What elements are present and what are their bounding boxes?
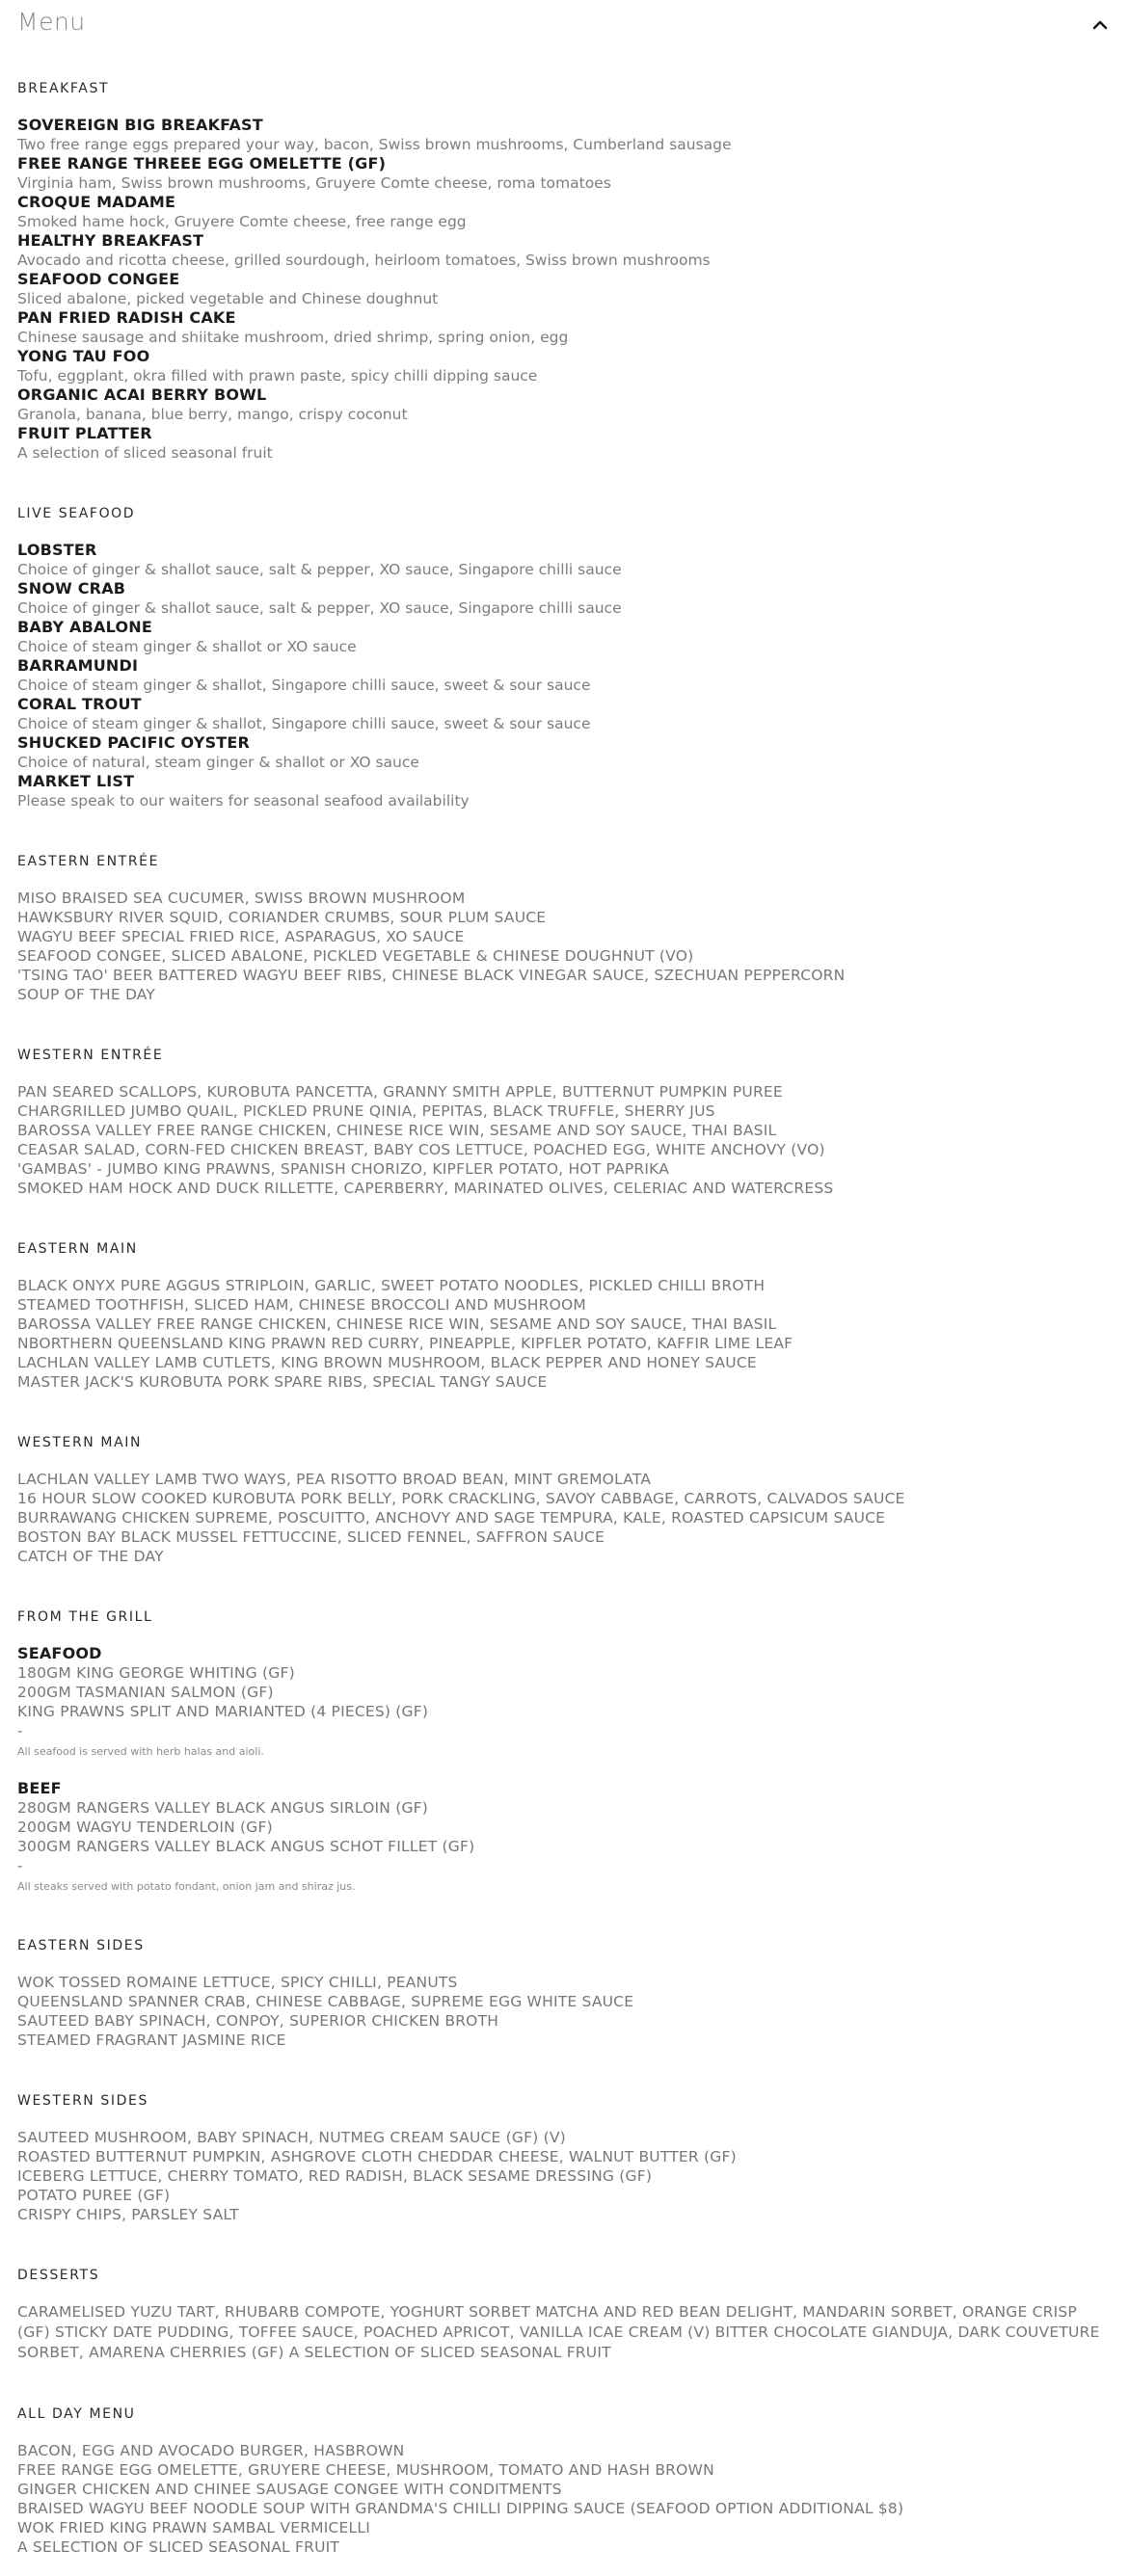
menu-section-from-the-grill [17, 1585, 1077, 1914]
section-spacer [17, 2224, 1077, 2244]
section-body [17, 1644, 1077, 1895]
item-description: Sliced abalone, picked vegetable and Chinese doughnut [17, 290, 439, 307]
section-title: DESSERTS [17, 2268, 100, 2283]
section-body [17, 541, 1077, 810]
section-body [17, 2128, 1077, 2224]
section-title: WESTERN SIDES [17, 2093, 148, 2109]
menu-section-western-entree [17, 1023, 1077, 1217]
item-name: ORGANIC ACAI BERRY BOWL [17, 385, 267, 404]
section-title: LIVE SEAFOOD [17, 506, 136, 521]
menu-line-item: MASTER JACK'S KUROBUTA PORK SPARE RIBS, SPECIAL TANGY SAUCE [17, 1373, 548, 1391]
menu-item [17, 385, 1077, 424]
menu-line-item: 300GM RANGERS VALLEY BLACK ANGUS SCHOT FILLET (GF) [17, 1838, 475, 1855]
item-name: SHUCKED PACIFIC OYSTER [17, 733, 251, 752]
section-spacer [17, 2363, 1077, 2382]
menu-section-eastern-sides [17, 1914, 1077, 2069]
menu-line-item: 16 HOUR SLOW COOKED KUROBUTA PORK BELLY, PORK CRACKLING, SAVOY CABBAGE, CARROTS, CALVADOS SAUCE [17, 1490, 905, 1507]
section-spacer [17, 1198, 1077, 1217]
item-description: Granola, banana, blue berry, mango, crispy coconut [17, 406, 408, 423]
menu-header [0, 0, 1129, 46]
menu-line-item: 'TSING TAO' BEER BATTERED WAGYU BEEF RIBS, CHINESE BLACK VINEGAR SAUCE, SZECHUAN PEPPERCORN [17, 967, 846, 984]
menu-line-item: 200GM WAGYU TENDERLOIN (GF) [17, 1819, 273, 1836]
section-spacer [17, 2557, 1077, 2576]
item-name: MARKET LIST [17, 772, 135, 790]
menu-line-item: BRAISED WAGYU BEEF NOODLE SOUP WITH GRANDMA'S CHILLI DIPPING SAUCE (SEAFOOD OPTION ADDITIONAL $8) [17, 2500, 904, 2517]
menu-line-item: CRISPY CHIPS, PARSLEY SALT [17, 2206, 239, 2223]
section-title: EASTERN SIDES [17, 1938, 145, 1953]
menu-item [17, 733, 1077, 772]
menu-line-item: 200GM TASMANIAN SALMON (GF) [17, 1684, 274, 1701]
menu-line-item: SAUTEED BABY SPINACH, CONPOY, SUPERIOR CHICKEN BROTH [17, 2012, 499, 2030]
item-name: CORAL TROUT [17, 695, 142, 713]
item-description: Tofu, eggplant, okra filled with prawn paste, spicy chilli dipping sauce [17, 367, 538, 385]
menu-section-live-seafood [17, 482, 1077, 830]
menu-section-desserts [17, 2244, 1100, 2382]
dash-separator: - [17, 1857, 23, 1874]
section-body [17, 1082, 1077, 1198]
menu-item [17, 695, 1077, 733]
item-description: Please speak to our waiters for seasonal seafood availability [17, 792, 470, 810]
menu-line-item: CEASAR SALAD, CORN-FED CHICKEN BREAST, BABY COS LETTUCE, POACHED EGG, WHITE ANCHOVY (VO) [17, 1141, 825, 1158]
menu-line-item: ROASTED BUTTERNUT PUMPKIN, ASHGROVE CLOTH CHEDDAR CHEESE, WALNUT BUTTER (GF) [17, 2148, 737, 2165]
section-body [17, 2441, 1077, 2557]
item-name: PAN FRIED RADISH CAKE [17, 308, 236, 327]
menu-item [17, 579, 1077, 618]
menu-line-item: SEAFOOD CONGEE, SLICED ABALONE, PICKLED VEGETABLE & CHINESE DOUGHNUT (VO) [17, 947, 694, 965]
item-name: SNOW CRAB [17, 579, 126, 598]
dash-separator: - [17, 1722, 23, 1739]
section-title: BREAKFAST [17, 81, 110, 96]
group-name: BEEF [17, 1779, 62, 1797]
menu-line-item: FREE RANGE EGG OMELETTE, GRUYERE CHEESE, MUSHROOM, TOMATO AND HASH BROWN [17, 2461, 714, 2479]
menu-line-item: NBORTHERN QUEENSLAND KING PRAWN RED CURRY, PINEAPPLE, KIPFLER POTATO, KAFFIR LIME LEAF [17, 1335, 793, 1352]
item-name: BABY ABALONE [17, 618, 152, 636]
menu-line-item: 'GAMBAS' - JUMBO KING PRAWNS, SPANISH CHORIZO, KIPFLER POTATO, HOT PAPRIKA [17, 1160, 670, 1178]
section-title: EASTERN MAIN [17, 1241, 138, 1257]
menu-line-item: SMOKED HAM HOCK AND DUCK RILLETTE, CAPERBERRY, MARINATED OLIVES, CELERIAC AND WATERCRESS [17, 1180, 834, 1197]
menu-item [17, 116, 1077, 154]
menu-line-item: 180GM KING GEORGE WHITING (GF) [17, 1664, 295, 1682]
menu-line-item: HAWKSBURY RIVER SQUID, CORIANDER CRUMBS, SOUR PLUM SAUCE [17, 909, 547, 926]
menu-section-western-sides [17, 2069, 1077, 2244]
section-spacer [17, 810, 1077, 830]
section-spacer [17, 463, 1077, 482]
menu-line-item: QUEENSLAND SPANNER CRAB, CHINESE CABBAGE, SUPREME EGG WHITE SAUCE [17, 1993, 634, 2010]
menu-line-item: MISO BRAISED SEA CUCUMER, SWISS BROWN MUSHROOM [17, 890, 466, 907]
menu-line-item: CHARGRILLED JUMBO QUAIL, PICKLED PRUNE QINIA, PEPITAS, BLACK TRUFFLE, SHERRY JUS [17, 1102, 715, 1120]
menu-line-item: BACON, EGG AND AVOCADO BURGER, HASBROWN [17, 2442, 405, 2459]
menu-paragraph: CARAMELISED YUZU TART, RHUBARB COMPOTE, YOGHURT SORBET MATCHA AND RED BEAN DELIGHT, MANDARIN SORBET, ORANGE CRISP (GF) STICKY DATE PUDDING, TOFFEE SAUCE, POACHED APRICOT, VANILLA ICAE CREAM (V) BITTER CHOCOLATE GIANDUJA, DARK COUVETURE SORBET, AMARENA CHERRIES (GF) A SELECTION OF SLICED SEASONAL FRUIT [17, 2303, 1100, 2361]
menu-item [17, 618, 1077, 656]
item-description: Two free range eggs prepared your way, bacon, Swiss brown mushrooms, Cumberland sausage [17, 136, 732, 153]
section-spacer [17, 1895, 1077, 1914]
section-body [17, 2302, 1100, 2363]
item-description: Choice of natural, steam ginger & shallot or XO sauce [17, 754, 419, 771]
menu-line-item: SOUP OF THE DAY [17, 986, 156, 1003]
section-spacer [17, 1566, 1077, 1585]
item-name: FRUIT PLATTER [17, 424, 152, 442]
section-title: FROM THE GRILL [17, 1609, 153, 1625]
menu-line-item: BURRAWANG CHICKEN SUPREME, POSCUITTO, ANCHOVY AND SAGE TEMPURA, KALE, ROASTED CAPSICUM SAUCE [17, 1509, 886, 1527]
item-description: Chinese sausage and shiitake mushroom, dried shrimp, spring onion, egg [17, 329, 569, 346]
item-description: Avocado and ricotta cheese, grilled sourdough, heirloom tomatoes, Swiss brown mushrooms [17, 252, 711, 269]
grill-group-beef [17, 1779, 1077, 1895]
item-name: FREE RANGE THREEE EGG OMELETTE (GF) [17, 154, 387, 173]
chevron-up-icon [1089, 13, 1112, 37]
item-name: HEALTHY BREAKFAST [17, 231, 204, 250]
menu-item [17, 347, 1077, 385]
group-name: SEAFOOD [17, 1644, 102, 1662]
item-description: Choice of ginger & shallot sauce, salt & pepper, XO sauce, Singapore chilli sauce [17, 599, 622, 617]
menu-section-breakfast [17, 46, 1077, 482]
menu-section-eastern-main [17, 1217, 1077, 1411]
item-name: YONG TAU FOO [17, 347, 150, 365]
menu-section-all-day-menu [17, 2382, 1077, 2576]
section-spacer [17, 1392, 1077, 1411]
menu-line-item: 280GM RANGERS VALLEY BLACK ANGUS SIRLOIN (GF) [17, 1799, 429, 1817]
group-note: All seafood is served with herb halas and aioli. [17, 1745, 264, 1758]
page-title: Menu [17, 8, 86, 36]
section-title: WESTERN ENTRÉE [17, 1048, 164, 1063]
menu-content [0, 46, 1100, 2576]
section-body [17, 116, 1077, 463]
section-spacer [17, 2050, 1077, 2069]
menu-item [17, 424, 1077, 463]
menu-item [17, 193, 1077, 231]
section-title: EASTERN ENTRÉE [17, 854, 160, 869]
menu-line-item: CATCH OF THE DAY [17, 1548, 164, 1565]
menu-item [17, 541, 1077, 579]
menu-line-item: WOK FRIED KING PRAWN SAMBAL VERMICELLI [17, 2519, 370, 2536]
menu-item [17, 231, 1077, 270]
section-body [17, 1470, 1077, 1566]
collapse-menu-button[interactable] [1089, 13, 1112, 37]
menu-line-item: BAROSSA VALLEY FREE RANGE CHICKEN, CHINESE RICE WIN, SESAME AND SOY SAUCE, THAI BASIL [17, 1315, 777, 1333]
item-name: CROQUE MADAME [17, 193, 176, 211]
grill-group-seafood [17, 1644, 1077, 1760]
menu-line-item: WAGYU BEEF SPECIAL FRIED RICE, ASPARAGUS, XO SAUCE [17, 928, 465, 945]
menu-line-item: BOSTON BAY BLACK MUSSEL FETTUCCINE, SLICED FENNEL, SAFFRON SAUCE [17, 1528, 605, 1546]
menu-line-item: BLACK ONYX PURE AGGUS STRIPLOIN, GARLIC, SWEET POTATO NOODLES, PICKLED CHILLI BROTH [17, 1277, 766, 1294]
item-name: SEAFOOD CONGEE [17, 270, 180, 288]
menu-line-item: SAUTEED MUSHROOM, BABY SPINACH, NUTMEG CREAM SAUCE (GF) (V) [17, 2129, 566, 2146]
menu-line-item: LACHLAN VALLEY LAMB CUTLETS, KING BROWN MUSHROOM, BLACK PEPPER AND HONEY SAUCE [17, 1354, 757, 1371]
menu-item [17, 656, 1077, 695]
menu-line-item: STEAMED FRAGRANT JASMINE RICE [17, 2032, 286, 2049]
item-description: A selection of sliced seasonal fruit [17, 444, 273, 462]
item-description: Choice of steam ginger & shallot, Singapore chilli sauce, sweet & sour sauce [17, 677, 591, 694]
menu-line-item: ICEBERG LETTUCE, CHERRY TOMATO, RED RADISH, BLACK SESAME DRESSING (GF) [17, 2167, 653, 2185]
menu-line-item: BAROSSA VALLEY FREE RANGE CHICKEN, CHINESE RICE WIN, SESAME AND SOY SAUCE, THAI BASIL [17, 1122, 777, 1139]
menu-item [17, 308, 1077, 347]
menu-line-item: A SELECTION OF SLICED SEASONAL FRUIT [17, 2538, 340, 2556]
menu-line-item: KING PRAWNS SPLIT AND MARIANTED (4 PIECES) (GF) [17, 1703, 429, 1720]
item-name: SOVEREIGN BIG BREAKFAST [17, 116, 263, 134]
menu-line-item: POTATO PUREE (GF) [17, 2187, 171, 2204]
section-body [17, 889, 1077, 1004]
menu-section-western-main [17, 1411, 1077, 1585]
menu-item [17, 270, 1077, 308]
section-title: WESTERN MAIN [17, 1435, 143, 1450]
item-description: Virginia ham, Swiss brown mushrooms, Gruyere Comte cheese, roma tomatoes [17, 174, 611, 192]
item-description: Smoked hame hock, Gruyere Comte cheese, free range egg [17, 213, 467, 230]
section-body [17, 1973, 1077, 2050]
menu-line-item: PAN SEARED SCALLOPS, KUROBUTA PANCETTA, GRANNY SMITH APPLE, BUTTERNUT PUMPKIN PUREE [17, 1083, 783, 1101]
item-name: BARRAMUNDI [17, 656, 139, 675]
menu-line-item: STEAMED TOOTHFISH, SLICED HAM, CHINESE BROCCOLI AND MUSHROOM [17, 1296, 586, 1314]
group-note: All steaks served with potato fondant, onion jam and shiraz jus. [17, 1880, 356, 1893]
menu-line-item: WOK TOSSED ROMAINE LETTUCE, SPICY CHILLI, PEANUTS [17, 1974, 458, 1991]
section-title: ALL DAY MENU [17, 2406, 136, 2422]
item-description: Choice of steam ginger & shallot, Singapore chilli sauce, sweet & sour sauce [17, 715, 591, 732]
item-description: Choice of steam ginger & shallot or XO sauce [17, 638, 357, 655]
menu-item [17, 772, 1077, 810]
item-name: LOBSTER [17, 541, 97, 559]
section-spacer [17, 1004, 1077, 1023]
section-body [17, 1276, 1077, 1392]
menu-item [17, 154, 1077, 193]
menu-line-item: LACHLAN VALLEY LAMB TWO WAYS, PEA RISOTTO BROAD BEAN, MINT GREMOLATA [17, 1471, 652, 1488]
item-description: Choice of ginger & shallot sauce, salt & pepper, XO sauce, Singapore chilli sauce [17, 561, 622, 578]
menu-line-item: GINGER CHICKEN AND CHINEE SAUSAGE CONGEE WITH CONDITMENTS [17, 2481, 562, 2498]
menu-section-eastern-entree [17, 830, 1077, 1023]
